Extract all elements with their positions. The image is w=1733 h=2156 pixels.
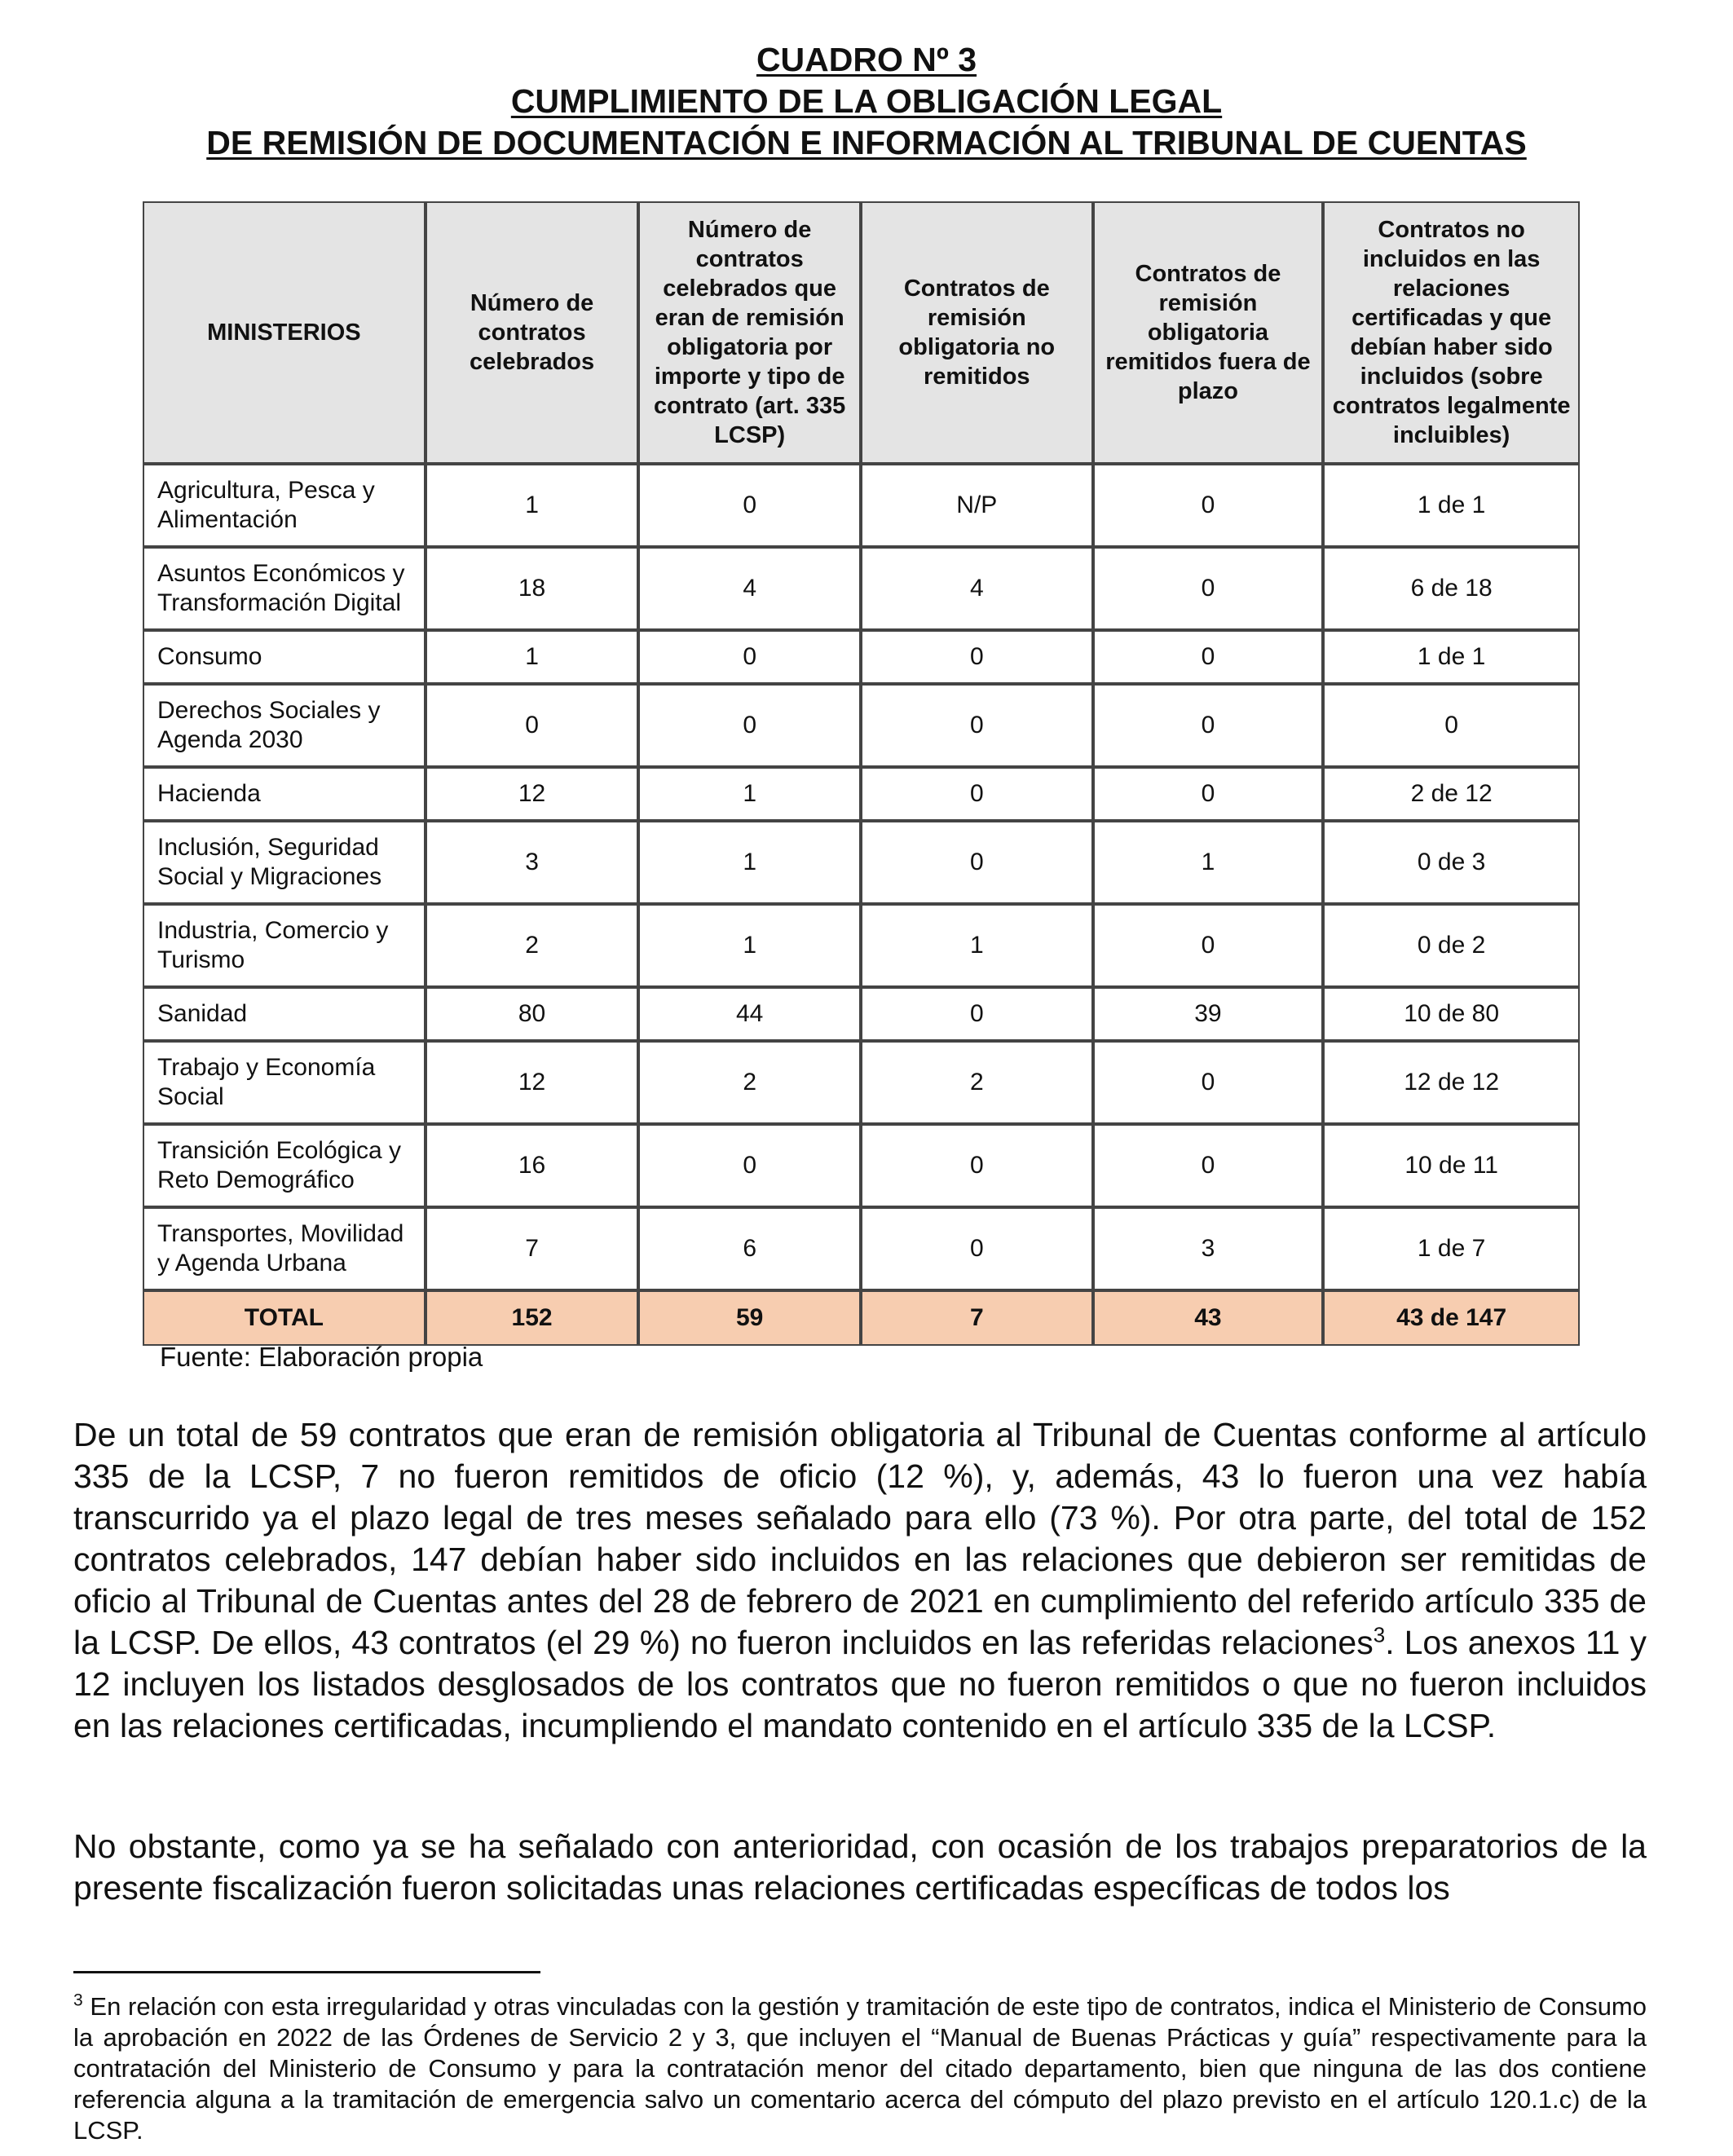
- ministry-name: Sanidad: [144, 989, 424, 1039]
- table-cell: 0: [862, 686, 1091, 765]
- ministry-name: Transportes, Movilidad y Agenda Urbana: [144, 1209, 424, 1289]
- total-cell: 7: [862, 1292, 1091, 1344]
- table-cell: 2: [427, 906, 637, 985]
- table-cell: 0: [862, 632, 1091, 682]
- table-cell: 12: [427, 1043, 637, 1122]
- title-line-1: CUADRO Nº 3: [756, 41, 977, 78]
- table-cell: 3: [427, 822, 637, 902]
- table-cell: 1: [427, 632, 637, 682]
- table-cell: 39: [1095, 989, 1322, 1039]
- ministry-name: Agricultura, Pesca y Alimentación: [144, 465, 424, 545]
- paragraph-1-text: De un total de 59 contratos que eran de remisión obligatoria al Tribunal de Cuentas conforme al artículo 335 de la LCSP, 7 no fueron remitidos de oficio (12 %), y, además, 43 lo fueron una vez había transcurrido ya el plazo legal de tres meses señalado para ello (73 %). Por otra parte, del total de 152 contratos celebrados, 147 debían haber sido incluidos en las relaciones que debieron ser remitidas de oficio al Tribunal de Cuentas antes del 28 de febrero de 2021 en cumplimiento del referido artículo 335 de la LCSP. De ellos, 43 contratos (el 29 %) no fueron incluidos en las referidas relaciones: [73, 1416, 1647, 1661]
- table-cell: 1: [640, 769, 859, 819]
- table-cell: 1: [640, 906, 859, 985]
- header-fuera-de-plazo: Contratos de remisión obligatoria remitidos fuera de plazo: [1095, 203, 1322, 462]
- table-cell: 0: [640, 686, 859, 765]
- table-cell: 1: [640, 822, 859, 902]
- ministry-name: Derechos Sociales y Agenda 2030: [144, 686, 424, 765]
- total-cell: 43: [1095, 1292, 1322, 1344]
- table-cell: 7: [427, 1209, 637, 1289]
- table-cell: 0 de 3: [1325, 822, 1578, 902]
- header-no-remitidos: Contratos de remisión obligatoria no remitidos: [862, 203, 1091, 462]
- table-cell: 1 de 1: [1325, 632, 1578, 682]
- table-source: Fuente: Elaboración propia: [160, 1342, 483, 1372]
- table-row: [144, 549, 1578, 628]
- footnote-text: En relación con esta irregularidad y otras vinculadas con la gestión y tramitación de este tipo de contratos, indica el Ministerio de Consumo la aprobación en 2022 de las Órdenes de Servicio 2 y 3, que incluyen el “Manual de Buenas Prácticas y guía” respectivamente para la contratación del Ministerio de Consumo y para la contratación menor del citado departamento, bien que ninguna de las dos contiene referencia alguna a la tramitación de emergencia salvo un comentario acerca del cómputo del plazo previsto en el artículo 120.1.c) de la LCSP.: [73, 1992, 1647, 2145]
- table-cell: 3: [1095, 1209, 1322, 1289]
- document-title: [0, 39, 1733, 164]
- table-row: [144, 769, 1578, 819]
- table-cell: 1: [427, 465, 637, 545]
- table-cell: 1: [1095, 822, 1322, 902]
- table-cell: 6 de 18: [1325, 549, 1578, 628]
- table-cell: 0: [640, 1126, 859, 1206]
- table-cell: 10 de 11: [1325, 1126, 1578, 1206]
- table-cell: 80: [427, 989, 637, 1039]
- table-row: [144, 1209, 1578, 1289]
- table-cell: 0: [1095, 549, 1322, 628]
- table-cell: 18: [427, 549, 637, 628]
- table-cell: 1 de 7: [1325, 1209, 1578, 1289]
- ministry-name: Asuntos Económicos y Transformación Digital: [144, 549, 424, 628]
- table-row: [144, 1126, 1578, 1206]
- table-cell: 0: [862, 822, 1091, 902]
- table-header-row: [144, 203, 1578, 462]
- table-cell: 0: [862, 769, 1091, 819]
- total-label: TOTAL: [144, 1292, 424, 1344]
- table-row: [144, 632, 1578, 682]
- table-cell: N/P: [862, 465, 1091, 545]
- table-cell: 2 de 12: [1325, 769, 1578, 819]
- table-row: [144, 822, 1578, 902]
- table-row: [144, 1043, 1578, 1122]
- total-cell: 43 de 147: [1325, 1292, 1578, 1344]
- table-row: [144, 465, 1578, 545]
- table-cell: 2: [862, 1043, 1091, 1122]
- paragraph-1-text-after: . Los anexos 11 y 12 incluyen los listados desglosados de los contratos que no fueron remitidos o que no fueron incluidos en las relaciones certificadas, incumpliendo el mandato contenido en el artículo 335 de la LCSP.: [73, 1624, 1647, 1744]
- table-cell: 0: [427, 686, 637, 765]
- table-cell: 0 de 2: [1325, 906, 1578, 985]
- table-cell: 12 de 12: [1325, 1043, 1578, 1122]
- title-line-2: CUMPLIMIENTO DE LA OBLIGACIÓN LEGAL: [510, 82, 1223, 120]
- ministry-name: Hacienda: [144, 769, 424, 819]
- header-ministerios: MINISTERIOS: [144, 203, 424, 462]
- header-no-incluidos: Contratos no incluidos en las relaciones certificadas y que debían haber sido incluidos (sobre contratos legalmente incluibles): [1325, 203, 1578, 462]
- ministry-name: Transición Ecológica y Reto Demográfico: [144, 1126, 424, 1206]
- table-cell: 10 de 80: [1325, 989, 1578, 1039]
- ministry-name: Trabajo y Economía Social: [144, 1043, 424, 1122]
- total-row: [144, 1292, 1578, 1344]
- header-remision-obligatoria: Número de contratos celebrados que eran de remisión obligatoria por importe y tipo de contrato (art. 335 LCSP): [640, 203, 859, 462]
- ministry-name: Industria, Comercio y Turismo: [144, 906, 424, 985]
- table-cell: 16: [427, 1126, 637, 1206]
- total-cell: 152: [427, 1292, 637, 1344]
- ministry-name: Consumo: [144, 632, 424, 682]
- table-cell: 0: [640, 632, 859, 682]
- table-cell: 1 de 1: [1325, 465, 1578, 545]
- footnote-divider: [73, 1971, 540, 1973]
- paragraph-1: [73, 1414, 1647, 1747]
- compliance-table: [141, 200, 1581, 1347]
- table-row: [144, 989, 1578, 1039]
- footnote-number: 3: [73, 1991, 83, 2010]
- footnote-reference[interactable]: 3: [1373, 1622, 1386, 1647]
- table-cell: 0: [1095, 1126, 1322, 1206]
- title-line-3: DE REMISIÓN DE DOCUMENTACIÓN E INFORMACIÓN AL TRIBUNAL DE CUENTAS: [206, 124, 1527, 161]
- table-cell: 0: [1095, 686, 1322, 765]
- table-cell: 0: [1095, 906, 1322, 985]
- table-cell: 0: [1325, 686, 1578, 765]
- ministry-name: Inclusión, Seguridad Social y Migraciones: [144, 822, 424, 902]
- table-row: [144, 686, 1578, 765]
- paragraph-2: No obstante, como ya se ha señalado con anterioridad, con ocasión de los trabajos preparatorios de la presente fiscalización fueron solicitadas unas relaciones certificadas específicas de todos los: [73, 1828, 1647, 1907]
- table-cell: 4: [862, 549, 1091, 628]
- table-cell: 12: [427, 769, 637, 819]
- total-cell: 59: [640, 1292, 859, 1344]
- table-cell: 0: [862, 989, 1091, 1039]
- header-contratos-celebrados: Número de contratos celebrados: [427, 203, 637, 462]
- table-cell: 0: [1095, 465, 1322, 545]
- table-cell: 44: [640, 989, 859, 1039]
- table-cell: 0: [862, 1209, 1091, 1289]
- table-cell: 0: [640, 465, 859, 545]
- table-cell: 1: [862, 906, 1091, 985]
- table-row: [144, 906, 1578, 985]
- table-cell: 6: [640, 1209, 859, 1289]
- table-cell: 0: [1095, 632, 1322, 682]
- table-cell: 0: [1095, 769, 1322, 819]
- table-cell: 4: [640, 549, 859, 628]
- table-cell: 0: [862, 1126, 1091, 1206]
- table-cell: 2: [640, 1043, 859, 1122]
- table-cell: 0: [1095, 1043, 1322, 1122]
- footnote: [73, 1991, 1647, 2146]
